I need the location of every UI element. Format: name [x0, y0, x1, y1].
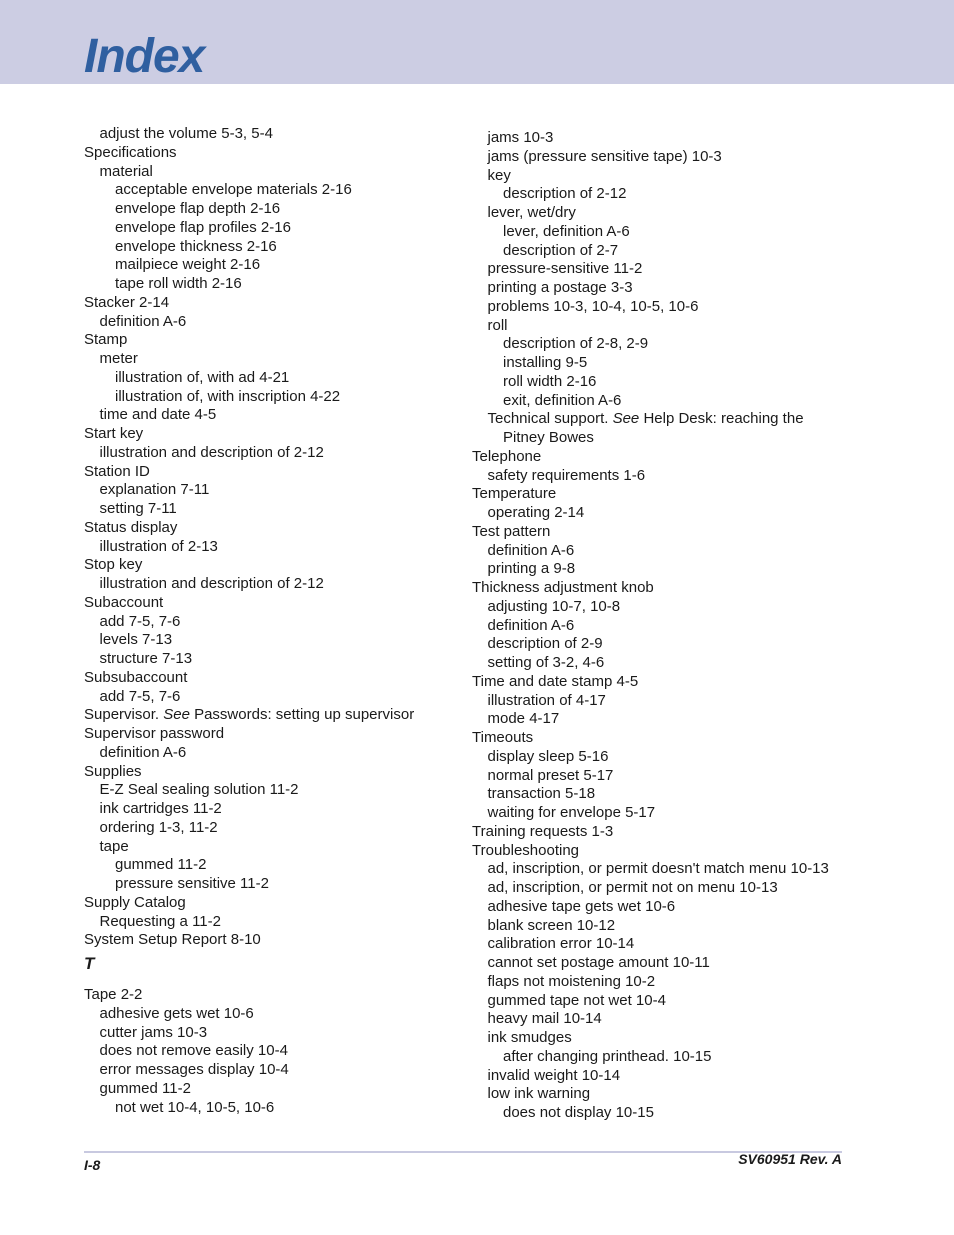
index-entry-text: Technical support. — [487, 410, 613, 428]
index-entry-text: key — [487, 166, 511, 184]
see-reference-label: See — [612, 410, 640, 428]
index-entry-text: Temperature — [472, 485, 557, 503]
index-entry-text: mailpiece weight 2-16 — [115, 256, 261, 274]
index-entry-text: Test pattern — [472, 522, 551, 540]
index-entry-text: gummed 11-2 — [115, 856, 207, 874]
index-entry — [84, 725, 464, 744]
index-entry-text: printing a postage 3-3 — [487, 279, 633, 296]
index-entry-text: Tape 2-2 — [84, 986, 143, 1003]
index-entry-text: E-Z Seal sealing solution 11-2 — [99, 781, 299, 799]
index-entry — [472, 1104, 844, 1123]
index-entry-text: Troubleshooting — [472, 841, 580, 859]
index-entry — [472, 129, 844, 148]
index-entry-text: low ink warning — [487, 1085, 591, 1103]
index-entry — [472, 879, 844, 898]
index-entry — [84, 463, 464, 482]
index-entry — [472, 504, 844, 523]
index-entry-text: Thickness adjustment knob — [472, 579, 654, 596]
index-entry — [84, 1061, 464, 1080]
index-entry — [472, 260, 844, 279]
index-entry-text: calibration error 10-14 — [487, 935, 635, 953]
index-entry-text: printing a 9-8 — [487, 560, 576, 578]
index-entry-text: error messages display 10-4 — [99, 1061, 289, 1078]
index-entry — [472, 748, 844, 767]
index-entry — [472, 785, 844, 804]
index-entry-text: tape — [99, 837, 129, 855]
footer-page-number: I-8 — [84, 1157, 101, 1173]
index-entry — [84, 219, 464, 238]
index-entry — [84, 238, 464, 257]
index-entry-text: heavy mail 10-14 — [487, 1010, 602, 1028]
index-entry — [472, 992, 844, 1011]
index-entry-text: does not remove easily 10-4 — [99, 1042, 288, 1060]
index-entry-text: Status display — [84, 518, 178, 536]
index-entry-text: definition A-6 — [487, 541, 575, 559]
index-entry — [84, 369, 464, 388]
index-entry-text: gummed tape not wet 10-4 — [487, 991, 666, 1009]
index-entry-text: Requesting a 11-2 — [99, 912, 221, 930]
index-entry-text: System Setup Report 8-10 — [84, 931, 261, 949]
index-entry — [84, 986, 464, 1005]
index-entry — [84, 706, 464, 725]
index-entry-text: adjusting 10-7, 10-8 — [487, 597, 621, 615]
see-reference-label: See — [163, 706, 190, 724]
index-entry — [84, 256, 464, 275]
index-entries-t — [84, 986, 464, 1117]
index-entry — [84, 613, 464, 632]
index-entry-text: Timeouts — [472, 729, 534, 746]
index-entry — [472, 560, 844, 579]
index-entry-text: Training requests 1-3 — [472, 822, 614, 840]
index-entry-text: after changing printhead. 10-15 — [503, 1047, 712, 1065]
index-entry-text: Subaccount — [84, 593, 164, 611]
index-entry — [84, 1042, 464, 1061]
index-entry — [472, 1048, 844, 1067]
index-entry — [84, 781, 464, 800]
index-entry — [84, 856, 464, 875]
index-entry-text: ink cartridges 11-2 — [99, 800, 222, 817]
index-entry — [472, 598, 844, 617]
index-entry — [472, 167, 844, 186]
index-column-right — [472, 129, 844, 1123]
index-entry-text: illustration of 4-17 — [487, 691, 606, 709]
index-entry — [472, 767, 844, 786]
index-entry — [84, 144, 464, 163]
footer-rule — [84, 1151, 842, 1153]
index-entry-text: cannot set postage amount 10-11 — [487, 954, 710, 971]
index-entry-text: roll — [487, 316, 508, 334]
index-entry-text: definition A-6 — [99, 312, 187, 330]
index-entry-text: illustration of, with inscription 4-22 — [115, 387, 341, 405]
index-entry-text: Stamp — [84, 331, 128, 349]
index-entry — [472, 692, 844, 711]
index-entry — [472, 804, 844, 823]
index-entry-text: envelope flap profiles 2-16 — [115, 218, 291, 236]
index-entry — [84, 275, 464, 294]
index-entry — [472, 729, 844, 748]
index-entry — [84, 875, 464, 894]
index-entry — [84, 294, 464, 313]
index-entry-text: Telephone — [472, 447, 542, 465]
index-entry — [84, 913, 464, 932]
index-entry-text: jams (pressure sensitive tape) 10-3 — [487, 147, 722, 165]
index-column-left — [84, 125, 464, 1117]
index-entry — [84, 125, 464, 144]
index-entry — [472, 1010, 844, 1029]
footer-document-id: SV60951 Rev. A — [738, 1151, 842, 1167]
index-entry-text: material — [99, 162, 153, 180]
index-entry-text: operating 2-14 — [487, 504, 585, 521]
index-entry-text: ink smudges — [487, 1029, 572, 1046]
index-entry — [84, 519, 464, 538]
index-entry-text: description of 2-9 — [487, 635, 603, 653]
index-entry-text: setting 7-11 — [99, 500, 177, 517]
index-entry-text: exit, definition A-6 — [503, 391, 622, 409]
index-entry-text: setting of 3-2, 4-6 — [487, 654, 605, 671]
index-entry-text: description of 2-7 — [503, 241, 619, 259]
index-entry — [472, 392, 844, 411]
index-entry-text: Station ID — [84, 462, 150, 480]
index-entry — [472, 485, 844, 504]
index-entry — [472, 954, 844, 973]
index-entry — [84, 631, 464, 650]
index-entry — [472, 842, 844, 861]
index-entry-text: definition A-6 — [487, 616, 575, 634]
index-entry — [472, 1067, 844, 1086]
index-entry-text: envelope flap depth 2-16 — [115, 200, 281, 217]
index-entry — [472, 204, 844, 223]
index-entry-text: definition A-6 — [99, 743, 187, 761]
index-entry-text: structure 7-13 — [99, 650, 193, 667]
index-entry-text: tape roll width 2-16 — [115, 275, 242, 292]
index-entry — [84, 200, 464, 219]
index-entry-text: meter — [99, 350, 138, 367]
see-reference-target: Help Desk: reaching the Pitney Bowes — [503, 410, 804, 446]
index-entry-text: ordering 1-3, 11-2 — [99, 818, 218, 836]
index-entry-text: waiting for envelope 5-17 — [487, 804, 656, 821]
index-entry — [472, 410, 844, 448]
index-entry-text: transaction 5-18 — [487, 785, 596, 803]
index-entry-text: envelope thickness 2-16 — [115, 237, 277, 255]
index-entry — [84, 688, 464, 707]
index-entry — [472, 242, 844, 261]
index-entry-text: Stop key — [84, 556, 143, 574]
index-entry — [472, 373, 844, 392]
index-entry — [472, 467, 844, 486]
index-entry-text: adhesive gets wet 10-6 — [99, 1004, 254, 1022]
index-entry-text: illustration of, with ad 4-21 — [115, 368, 290, 386]
index-entry — [472, 317, 844, 336]
index-entry-text: Supply Catalog — [84, 893, 186, 911]
index-entry — [472, 1029, 844, 1048]
index-entry-text: Supervisor password — [84, 725, 225, 742]
index-entry — [84, 181, 464, 200]
index-entry — [84, 388, 464, 407]
index-entry-text: add 7-5, 7-6 — [99, 687, 181, 705]
index-entry-text: problems 10-3, 10-4, 10-5, 10-6 — [487, 297, 699, 315]
index-entry — [472, 542, 844, 561]
index-entry — [472, 354, 844, 373]
index-entry-text: Start key — [84, 425, 144, 442]
index-entry-text: time and date 4-5 — [99, 406, 217, 424]
index-entry — [84, 1099, 464, 1118]
index-entry-text: lever, definition A-6 — [503, 222, 630, 240]
index-entry — [472, 448, 844, 467]
index-entry — [472, 823, 844, 842]
index-entry — [84, 800, 464, 819]
index-entry — [84, 838, 464, 857]
index-entry-text: Specifications — [84, 143, 177, 161]
index-entry — [472, 917, 844, 936]
index-entry-text: acceptable envelope materials 2-16 — [115, 181, 352, 199]
index-entry-text: adjust the volume 5-3, 5-4 — [99, 125, 273, 142]
index-entry — [84, 763, 464, 782]
index-entry-text: safety requirements 1-6 — [487, 466, 646, 484]
index-entry — [84, 331, 464, 350]
index-entry-text: levels 7-13 — [99, 631, 173, 649]
see-reference-target: Passwords: setting up supervisor — [189, 706, 415, 724]
index-entry — [472, 185, 844, 204]
index-entry-text: add 7-5, 7-6 — [99, 612, 181, 630]
index-entry-text: does not display 10-15 — [503, 1104, 654, 1121]
index-entry — [84, 500, 464, 519]
index-entry — [84, 931, 464, 950]
index-entry-text: pressure sensitive 11-2 — [115, 875, 269, 892]
index-entry — [472, 654, 844, 673]
index-entry-text: invalid weight 10-14 — [487, 1066, 621, 1084]
index-entry — [472, 148, 844, 167]
index-entry — [84, 556, 464, 575]
index-entry-text: explanation 7-11 — [99, 481, 210, 499]
index-entry — [472, 710, 844, 729]
index-entry — [84, 819, 464, 838]
index-entry-text: Time and date stamp 4-5 — [472, 672, 639, 690]
index-entry — [472, 935, 844, 954]
index-entry — [84, 650, 464, 669]
index-entry-text: pressure-sensitive 11-2 — [487, 260, 643, 278]
index-entry-text: description of 2-8, 2-9 — [503, 335, 649, 353]
index-entry — [472, 973, 844, 992]
index-entry — [472, 335, 844, 354]
index-entry — [84, 406, 464, 425]
index-entries-s — [84, 125, 464, 950]
index-entry — [472, 635, 844, 654]
index-entry-text: illustration and description of 2-12 — [99, 575, 324, 592]
index-entry — [84, 594, 464, 613]
section-letter-heading: T — [84, 954, 95, 973]
index-entry-text: roll width 2-16 — [503, 372, 597, 390]
index-entry-text: display sleep 5-16 — [487, 747, 609, 765]
index-entry-text: lever, wet/dry — [487, 204, 576, 221]
index-entry — [84, 894, 464, 913]
index-entry — [472, 1085, 844, 1104]
index-entry — [84, 350, 464, 369]
index-entry-text: description of 2-12 — [503, 185, 627, 203]
index-entry — [472, 223, 844, 242]
index-entry — [472, 523, 844, 542]
index-entry — [84, 575, 464, 594]
index-entry-text: not wet 10-4, 10-5, 10-6 — [115, 1098, 275, 1116]
index-entry — [472, 617, 844, 636]
index-entry-text: Supplies — [84, 762, 142, 780]
index-entry — [472, 673, 844, 692]
index-entry-text: cutter jams 10-3 — [99, 1023, 208, 1041]
index-entry — [472, 279, 844, 298]
index-entry-text: Subsubaccount — [84, 668, 188, 686]
index-entry-text: adhesive tape gets wet 10-6 — [487, 897, 676, 915]
page-title: Index — [84, 30, 205, 83]
index-entry — [84, 313, 464, 332]
index-entry-text: mode 4-17 — [487, 710, 560, 728]
index-entry — [84, 163, 464, 182]
index-entry-text: Stacker 2-14 — [84, 293, 170, 311]
index-entry-text: gummed 11-2 — [99, 1079, 191, 1097]
index-entry — [84, 1024, 464, 1043]
index-entry-text: ad, inscription, or permit doesn't match menu 10-13 — [487, 860, 829, 878]
index-entry — [472, 298, 844, 317]
index-entry — [84, 1005, 464, 1024]
index-entry — [84, 425, 464, 444]
index-entry-text: blank screen 10-12 — [487, 916, 616, 934]
index-entry-text: jams 10-3 — [487, 129, 554, 146]
index-entry — [84, 744, 464, 763]
index-entry-text: Supervisor. — [84, 706, 164, 724]
index-entry-text: normal preset 5-17 — [487, 766, 614, 784]
index-entry-text: flaps not moistening 10-2 — [487, 972, 656, 990]
index-entry — [84, 481, 464, 500]
index-entry — [84, 538, 464, 557]
index-entry — [472, 898, 844, 917]
index-entry — [472, 579, 844, 598]
index-entry-text: illustration of 2-13 — [99, 537, 218, 555]
index-entry — [84, 669, 464, 688]
index-entry-text: ad, inscription, or permit not on menu 10-13 — [487, 879, 778, 896]
index-entry-text: installing 9-5 — [503, 354, 588, 371]
index-entry — [84, 444, 464, 463]
index-entry — [84, 1080, 464, 1099]
index-entry-text: illustration and description of 2-12 — [99, 443, 324, 461]
index-entry — [472, 860, 844, 879]
index-entries-t-continued — [472, 129, 844, 1123]
